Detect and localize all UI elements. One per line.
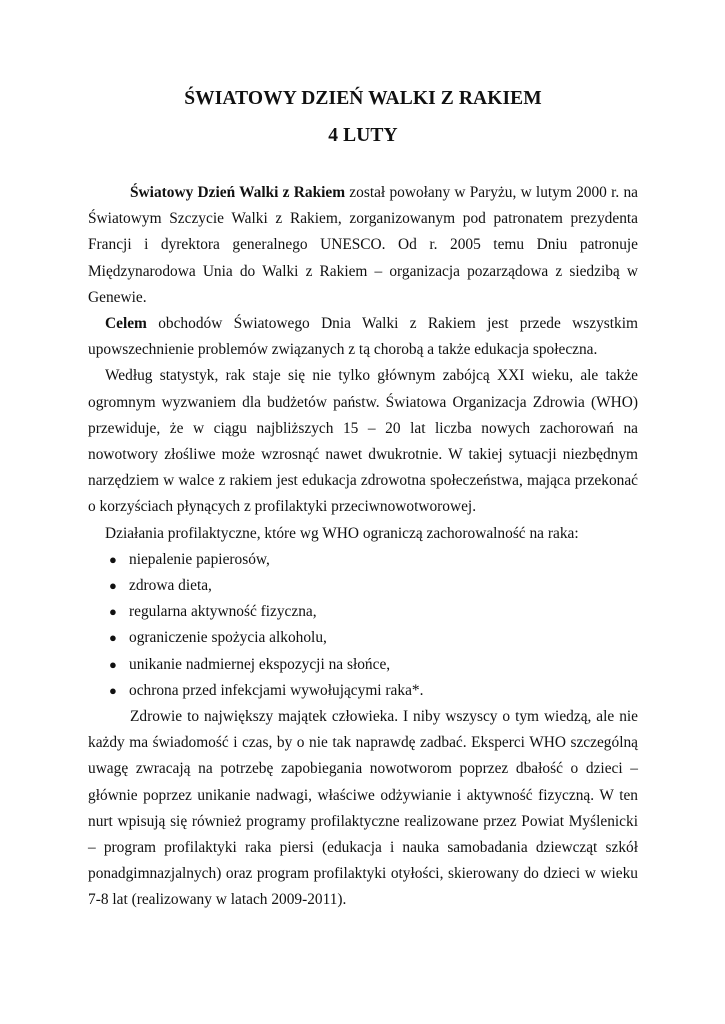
paragraph-intro-bold: Światowy Dzień Walki z Rakiem [130, 184, 346, 201]
paragraph-intro-text: został powołany w Paryżu, w lutym 2000 r. na Światowym Szczycie Walki z Rakiem, zorganizowanym pod patronatem prezydenta Francji i dyrektora generalnego UNESCO. Od r. 2005 temu Dniu patronuje Międzynarodowa Unia do Walki z Rakiem – organizacja pozarządowa z siedzibą w Genewie. [88, 184, 638, 306]
list-item-text: ograniczenie spożycia alkoholu, [129, 629, 327, 647]
list-item-text: zdrowa dieta, [129, 577, 212, 595]
paragraph-goal-text: obchodów Światowego Dnia Walki z Rakiem jest przede wszystkim upowszechnienie problemów związanych z tą chorobą a także edukacja społeczna. [88, 315, 638, 359]
list-item [88, 599, 638, 625]
paragraph-goal [88, 311, 638, 363]
paragraph-goal-bold: Celem [105, 315, 147, 333]
bullet-icon: ● [109, 578, 117, 594]
paragraph-statistics: Według statystyk, rak staje się nie tylko głównym zabójcą XXI wieku, ale także ogromnym wyzwaniem dla budżetów państw. Światowa Organizacja Zdrowia (WHO) przewiduje, że w ciągu najbliższych 15 – 20 lat liczba nowych zachorowań na nowotwory złośliwe może wzrosnąć nawet dwukrotnie. W takiej sytuacji niezbędnym narzędziem w walce z rakiem jest edukacja zdrowotna społeczeństwa, mająca przekonać o korzyściach płynących z profilaktyki przeciwnowotworowej. [88, 367, 638, 516]
document-body [88, 180, 638, 914]
list-item-text: regularna aktywność fizyczna, [129, 603, 317, 621]
paragraph-prevention-intro: Działania profilaktyczne, które wg WHO ograniczą zachorowalność na raka: [105, 524, 579, 542]
list-item [88, 625, 638, 651]
paragraph-intro [88, 180, 638, 311]
list-item-text: unikanie nadmiernej ekspozycji na słońce, [129, 655, 391, 673]
document-title: ŚWIATOWY DZIEŃ WALKI Z RAKIEM [184, 88, 542, 109]
list-item [88, 547, 638, 573]
document-subtitle: 4 LUTY [328, 125, 398, 146]
bullet-icon: ● [109, 682, 117, 698]
bullet-icon: ● [109, 604, 117, 620]
list-item [88, 678, 638, 704]
bullet-icon: ● [109, 656, 117, 672]
list-item-text: ochrona przed infekcjami wywołującymi raka*. [129, 681, 424, 699]
list-item [88, 573, 638, 599]
paragraph-health: Zdrowie to największy majątek człowieka. I niby wszyscy o tym wiedzą, ale nie każdy ma świadomość i czas, by o nie tak naprawdę zadbać. Eksperci WHO szczególną uwagę zwracają na potrzebę zapobiegania nowotworom poprzez dbałość o dzieci – głównie poprzez unikanie nadwagi, właściwe odżywianie i aktywność fizyczną. W ten nurt wpisują się również programy profilaktyczne realizowane przez Powiat Myślenicki – program profilaktyki raka piersi (edukacja i nauka samobadania dziewcząt szkół ponadgimnazjalnych) oraz program profilaktyki otyłości, skierowany do dzieci w wieku 7-8 lat (realizowany w latach 2009-2011). [88, 708, 638, 909]
bullet-icon: ● [109, 551, 117, 567]
list-item-text: niepalenie papierosów, [129, 550, 270, 568]
list-item [88, 652, 638, 678]
bullet-icon: ● [109, 630, 117, 646]
prevention-list [88, 547, 638, 704]
